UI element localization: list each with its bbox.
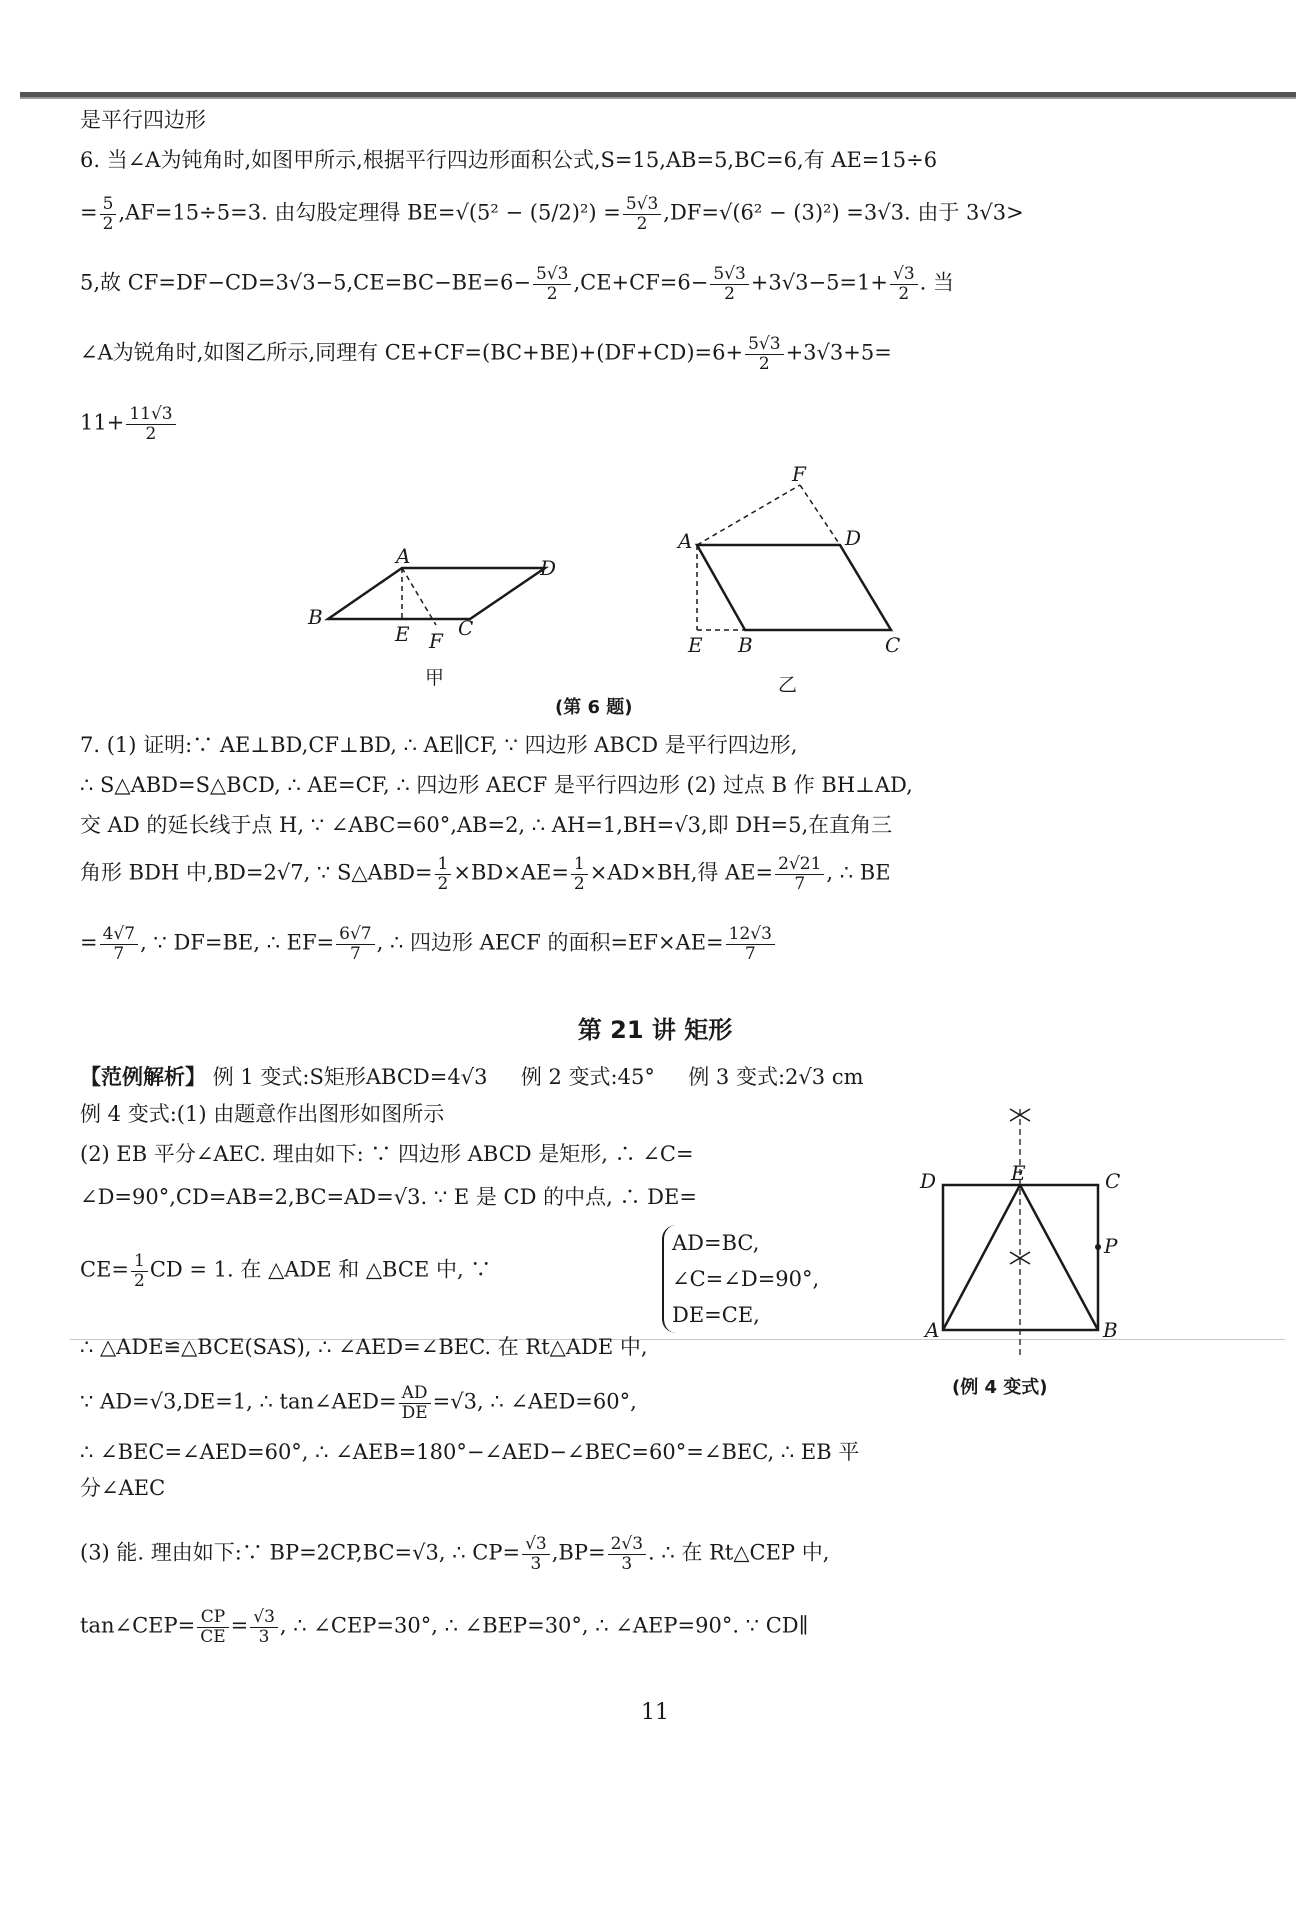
fraction: $\frac{1}{2}$ [131,1252,148,1290]
q7-line-4: 角形 BDH 中,BD=2√7, ∵ S△ABD= $\frac{1}{2}$ ×BD×AE= $\frac{1}{2}$ ×AD×BH,得 AE= $\frac{2√21}{7}$ , ∴ BE [80,854,891,894]
point-label-b: B [308,605,323,629]
ex4-line-9: (3) 能. 理由如下:∵ BP=2CP,BC=√3, ∴ CP= $\frac{√3}{3}$ ,BP= $\frac{2√3}{3}$ . ∴ 在 Rt△CEP 中, [80,1534,830,1574]
point-label-f: F [429,629,443,653]
point-label-e: E [1011,1161,1026,1185]
point-label-a: A [925,1318,940,1342]
fraction: $\frac{1}{2}$ [571,855,588,893]
point-label-c: C [885,633,901,657]
section-heading: 第 21 讲 矩形 [577,1016,733,1044]
ex4-line-4: CE= $\frac{1}{2}$ CD = 1. 在 △ADE 和 △BCE 中, ∵ [80,1251,492,1291]
q6-line-5: 11+ $\frac{11√3}{2}$ [80,405,178,443]
q6-line-4: ∠A为锐角时,如图乙所示,同理有 CE+CF=(BC+BE)+(DF+CD)=6+ $\frac{5√3}{2}$ +3√3+5= [80,334,892,374]
point-label-e: E [688,633,703,657]
q7-line-2: ∴ S△ABD=S△BCD, ∴ AE=CF, ∴ 四边形 AECF 是平行四边形 (2) 过点 B 作 BH⊥AD, [80,773,913,797]
figure-6-jia [300,545,560,655]
examples-line-1: 【范例解析】 例 1 变式:S矩形ABCD=4√3 例 2 变式:45° 例 3 变式:2√3 cm [80,1065,864,1089]
ex4-line-1: 例 4 变式:(1) 由题意作出图形如图所示 [80,1102,445,1126]
point-label-a: A [678,529,693,553]
top-rule [20,92,1296,99]
q7-line-5: = $\frac{4√7}{7}$ , ∵ DF=BE, ∴ EF= $\frac{6√7}{7}$ , ∴ 四边形 AECF 的面积=EF×AE= $\frac{12√3}{7}$ [80,925,777,963]
fraction: $\frac{5√3}{2}$ [710,265,748,303]
fraction: $\frac{AD}{DE}$ [399,1384,431,1422]
q6-line-1: 6. 当∠A为钝角时,如图甲所示,根据平行四边形面积公式,S=15,AB=5,BC=6,有 AE=15÷6 [80,148,938,172]
fraction: $\frac{6√7}{7}$ [336,925,374,963]
fraction: $\frac{5√3}{2}$ [745,335,783,373]
ex4-line-2: (2) EB 平分∠AEC. 理由如下: ∵ 四边形 ABCD 是矩形, ∴ ∠C= [80,1142,694,1166]
figure-6-yi [670,462,930,657]
point-label-e: E [395,622,410,646]
ex4-line-10: tan∠CEP= $\frac{CP}{CE}$ = $\frac{√3}{3}$ , ∴ ∠CEP=30°, ∴ ∠BEP=30°, ∴ ∠AEP=90°. ∵ CD∥ [80,1607,809,1647]
ex4-line-3: ∠D=90°,CD=AB=2,BC=AD=√3. ∵ E 是 CD 的中点, ∴ DE= [80,1185,697,1209]
fraction: $\frac{2√21}{7}$ [775,855,824,893]
q6-line-3: 5,故 CF=DF−CD=3√3−5,CE=BC−BE=6− $\frac{5√3}{2}$ ,CE+CF=6− $\frac{5√3}{2}$ +3√3−5=1+ $\frac{√3}{2}$ . 当 [80,264,955,304]
ex4-line-8: 分∠AEC [80,1476,166,1500]
fraction: $\frac{√3}{3}$ [522,1535,550,1573]
figure-example-4-caption: (例 4 变式) [952,1377,1048,1398]
q7-line-1: 7. (1) 证明:∵ AE⊥BD,CF⊥BD, ∴ AE∥CF, ∵ 四边形 ABCD 是平行四边形, [80,733,798,757]
point-label-f: F [792,462,806,486]
fraction: $\frac{1}{2}$ [435,855,452,893]
point-label-d: D [920,1169,937,1193]
point-label-d: D [540,556,557,580]
fraction: $\frac{√3}{2}$ [890,265,918,303]
examples-tag: 【范例解析】 [80,1065,206,1089]
q7-line-3: 交 AD 的延长线于点 H, ∵ ∠ABC=60°,AB=2, ∴ AH=1,BH=√3,即 DH=5,在直角三 [80,813,893,837]
fraction: $\frac{11√3}{2}$ [126,405,175,443]
point-label-a: A [396,544,411,568]
page-number: 11 [641,1700,669,1725]
fraction: $\frac{√3}{3}$ [250,1608,278,1646]
fraction: $\frac{4√7}{7}$ [100,925,138,963]
fraction: $\frac{5}{2}$ [100,195,117,233]
fraction: $\frac{12√3}{7}$ [726,925,775,963]
fraction: $\frac{2√3}{3}$ [608,1535,646,1573]
figure-6-yi-label: 乙 [778,674,798,696]
q6-line-2: = $\frac{5}{2}$ ,AF=15÷5=3. 由勾股定理得 BE=√(5² − (5/2)²) = $\frac{5√3}{2}$ ,DF=√(6² − (3)²) =3√3. 由于 3√3> [80,194,1024,234]
point-label-c: C [1105,1169,1121,1193]
ex4-line-7: ∴ ∠BEC=∠AED=60°, ∴ ∠AEB=180°−∠AED−∠BEC=60°=∠BEC, ∴ EB 平 [80,1440,860,1464]
top-fragment: 是平行四边形 [80,108,206,132]
ex4-line-6: ∵ AD=√3,DE=1, ∴ tan∠AED= $\frac{AD}{DE}$ =√3, ∴ ∠AED=60°, [80,1383,637,1423]
fraction: $\frac{CP}{CE}$ [197,1608,228,1646]
point-label-b: B [1103,1318,1118,1342]
figure-6-jia-label: 甲 [425,667,445,689]
point-label-c: C [458,616,474,640]
fraction: $\frac{5√3}{2}$ [623,195,661,233]
fraction: $\frac{5√3}{2}$ [533,265,571,303]
point-label-b: B [738,633,753,657]
ex4-line-5: ∴ △ADE≌△BCE(SAS), ∴ ∠AED=∠BEC. 在 Rt△ADE 中, [80,1335,648,1359]
point-label-p: P [1104,1234,1118,1258]
point-label-d: D [845,526,862,550]
equation-system: AD=BC, ∠C=∠D=90°, DE=CE, [662,1225,819,1333]
figure-6-caption: (第 6 题) [555,697,633,718]
figure-example-4 [915,1105,1135,1365]
